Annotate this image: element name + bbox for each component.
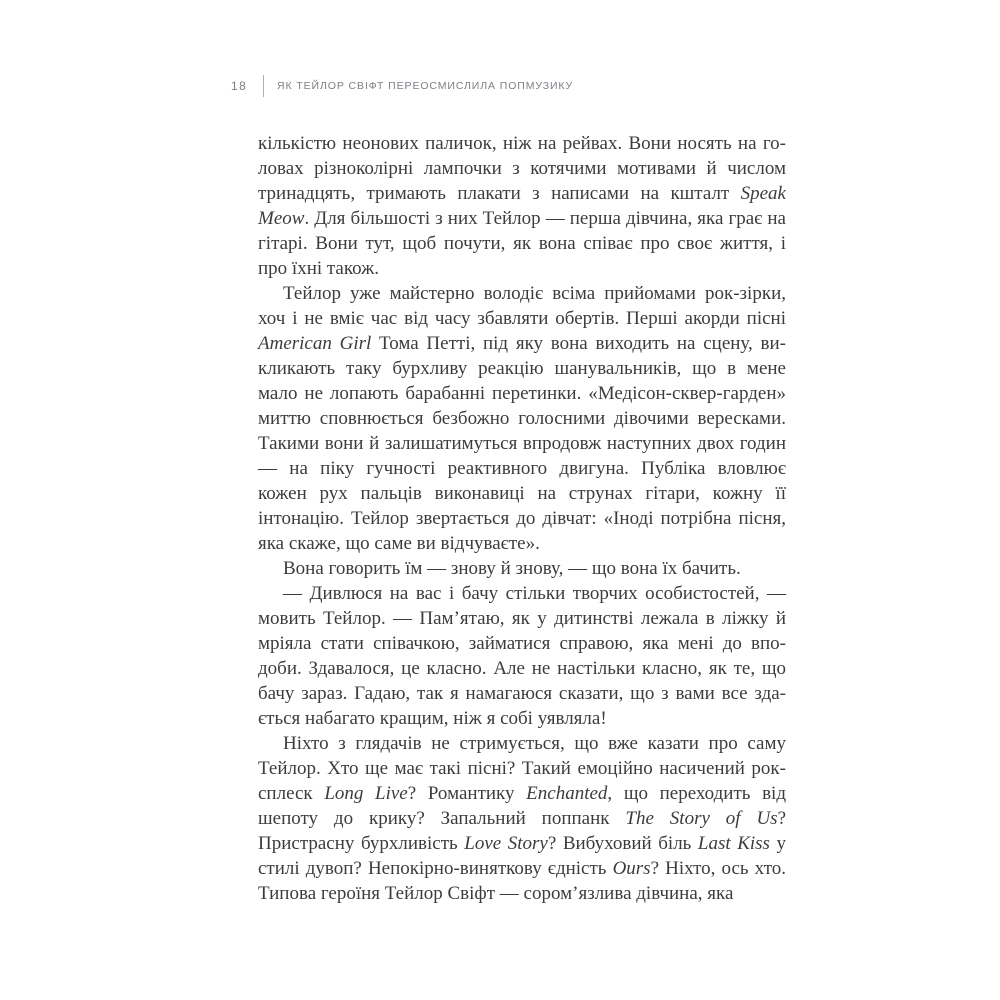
italic-text: American Girl [258, 333, 372, 354]
page-number: 18 [231, 79, 248, 93]
text-run: ? Ніхто, ось хто. Типова героїня Тейлор Свіфт — сором’язлива дівчина, яка [258, 858, 786, 904]
paragraph [258, 581, 786, 731]
text-run: ? Романтику [407, 783, 527, 804]
text-run: кількістю неонових паличок, ніж на рейвах. Вони носять на головах різноколірні лампочки з котячими мотивами й числом тринадцять, тримають плакати з написами на кшталт [258, 133, 786, 204]
italic-text: Ours [612, 858, 651, 879]
italic-text: Long Live [324, 783, 408, 804]
text-run: Вона говорить їм — знову й знову, — що вона їх бачить. [283, 558, 741, 579]
text-run: , що переходить від шепоту до крику? Запальний поппанк [258, 783, 786, 829]
text-run: Ніхто з глядачів не стримується, що вже казати про саму Тейлор. Хто ще має такі пісні? Такий емоційно насичений рок-сплеск [258, 733, 786, 804]
paragraph [258, 281, 786, 556]
italic-text: Love Story [464, 833, 548, 854]
italic-text: Last Kiss [697, 833, 770, 854]
paragraph [258, 556, 786, 581]
chapter-title: ЯК ТЕЙЛОР СВІФТ ПЕРЕОСМИСЛИЛА ПОПМУЗИКУ [277, 80, 574, 92]
text-run: ? Пристрасну бурхливість [258, 808, 787, 854]
italic-text: Speak Meow [258, 183, 786, 229]
paragraph [258, 731, 786, 906]
text-run: — Дивлюся на вас і бачу стільки творчих особистостей, — мовить Тейлор. — Пам’ятаю, як у дитинстві лежала в ліжку й мріяла стати співачкою, займатися справою, яка мені до вподоби. Здавалося, це класно. Але не настільки класно, як те, що бачу зараз. Гадаю, так я намагаюся сказати, що з вами все здається набагато кращим, ніж я собі уявляла! [258, 583, 786, 729]
body-text [258, 131, 786, 906]
text-run: ? Вибуховий біль [547, 833, 698, 854]
text-run: . Для більшості з них Тейлор — перша дівчина, яка грає на гітарі. Вони тут, щоб почути, як вона співає про своє життя, і про їхні також. [258, 208, 786, 279]
text-run: Тома Петті, під яку вона виходить на сцену, викликають таку бурхливу реакцію шанувальників, що в мене мало не лопають барабанні перетинки. «Медісон-сквер-гарден» миттю сповнюється безбожно голосними дівочими вересками. Такими вони й залишатимуться впродовж наступних двох годин — на піку гучності реактивного двигуна. Публіка вловлює кожен рух пальців виконавиці на струнах гітари, кожну її інтонацію. Тейлор звертається до дівчат: «Іноді потрібна пісня, яка скаже, що саме ви відчуваєте». [258, 333, 786, 554]
header-divider [263, 75, 264, 97]
page-header [231, 74, 573, 98]
italic-text: The Story of Us [625, 808, 778, 829]
text-run: Тейлор уже майстерно володіє всіма прийомами рок-зірки, хоч і не вміє час від часу збавляти обертів. Перші акорди пісні [258, 283, 786, 329]
paragraph [258, 131, 786, 281]
text-run: у стилі дувоп? Непокірно-виняткову єдність [258, 833, 787, 879]
italic-text: Enchanted [526, 783, 608, 804]
